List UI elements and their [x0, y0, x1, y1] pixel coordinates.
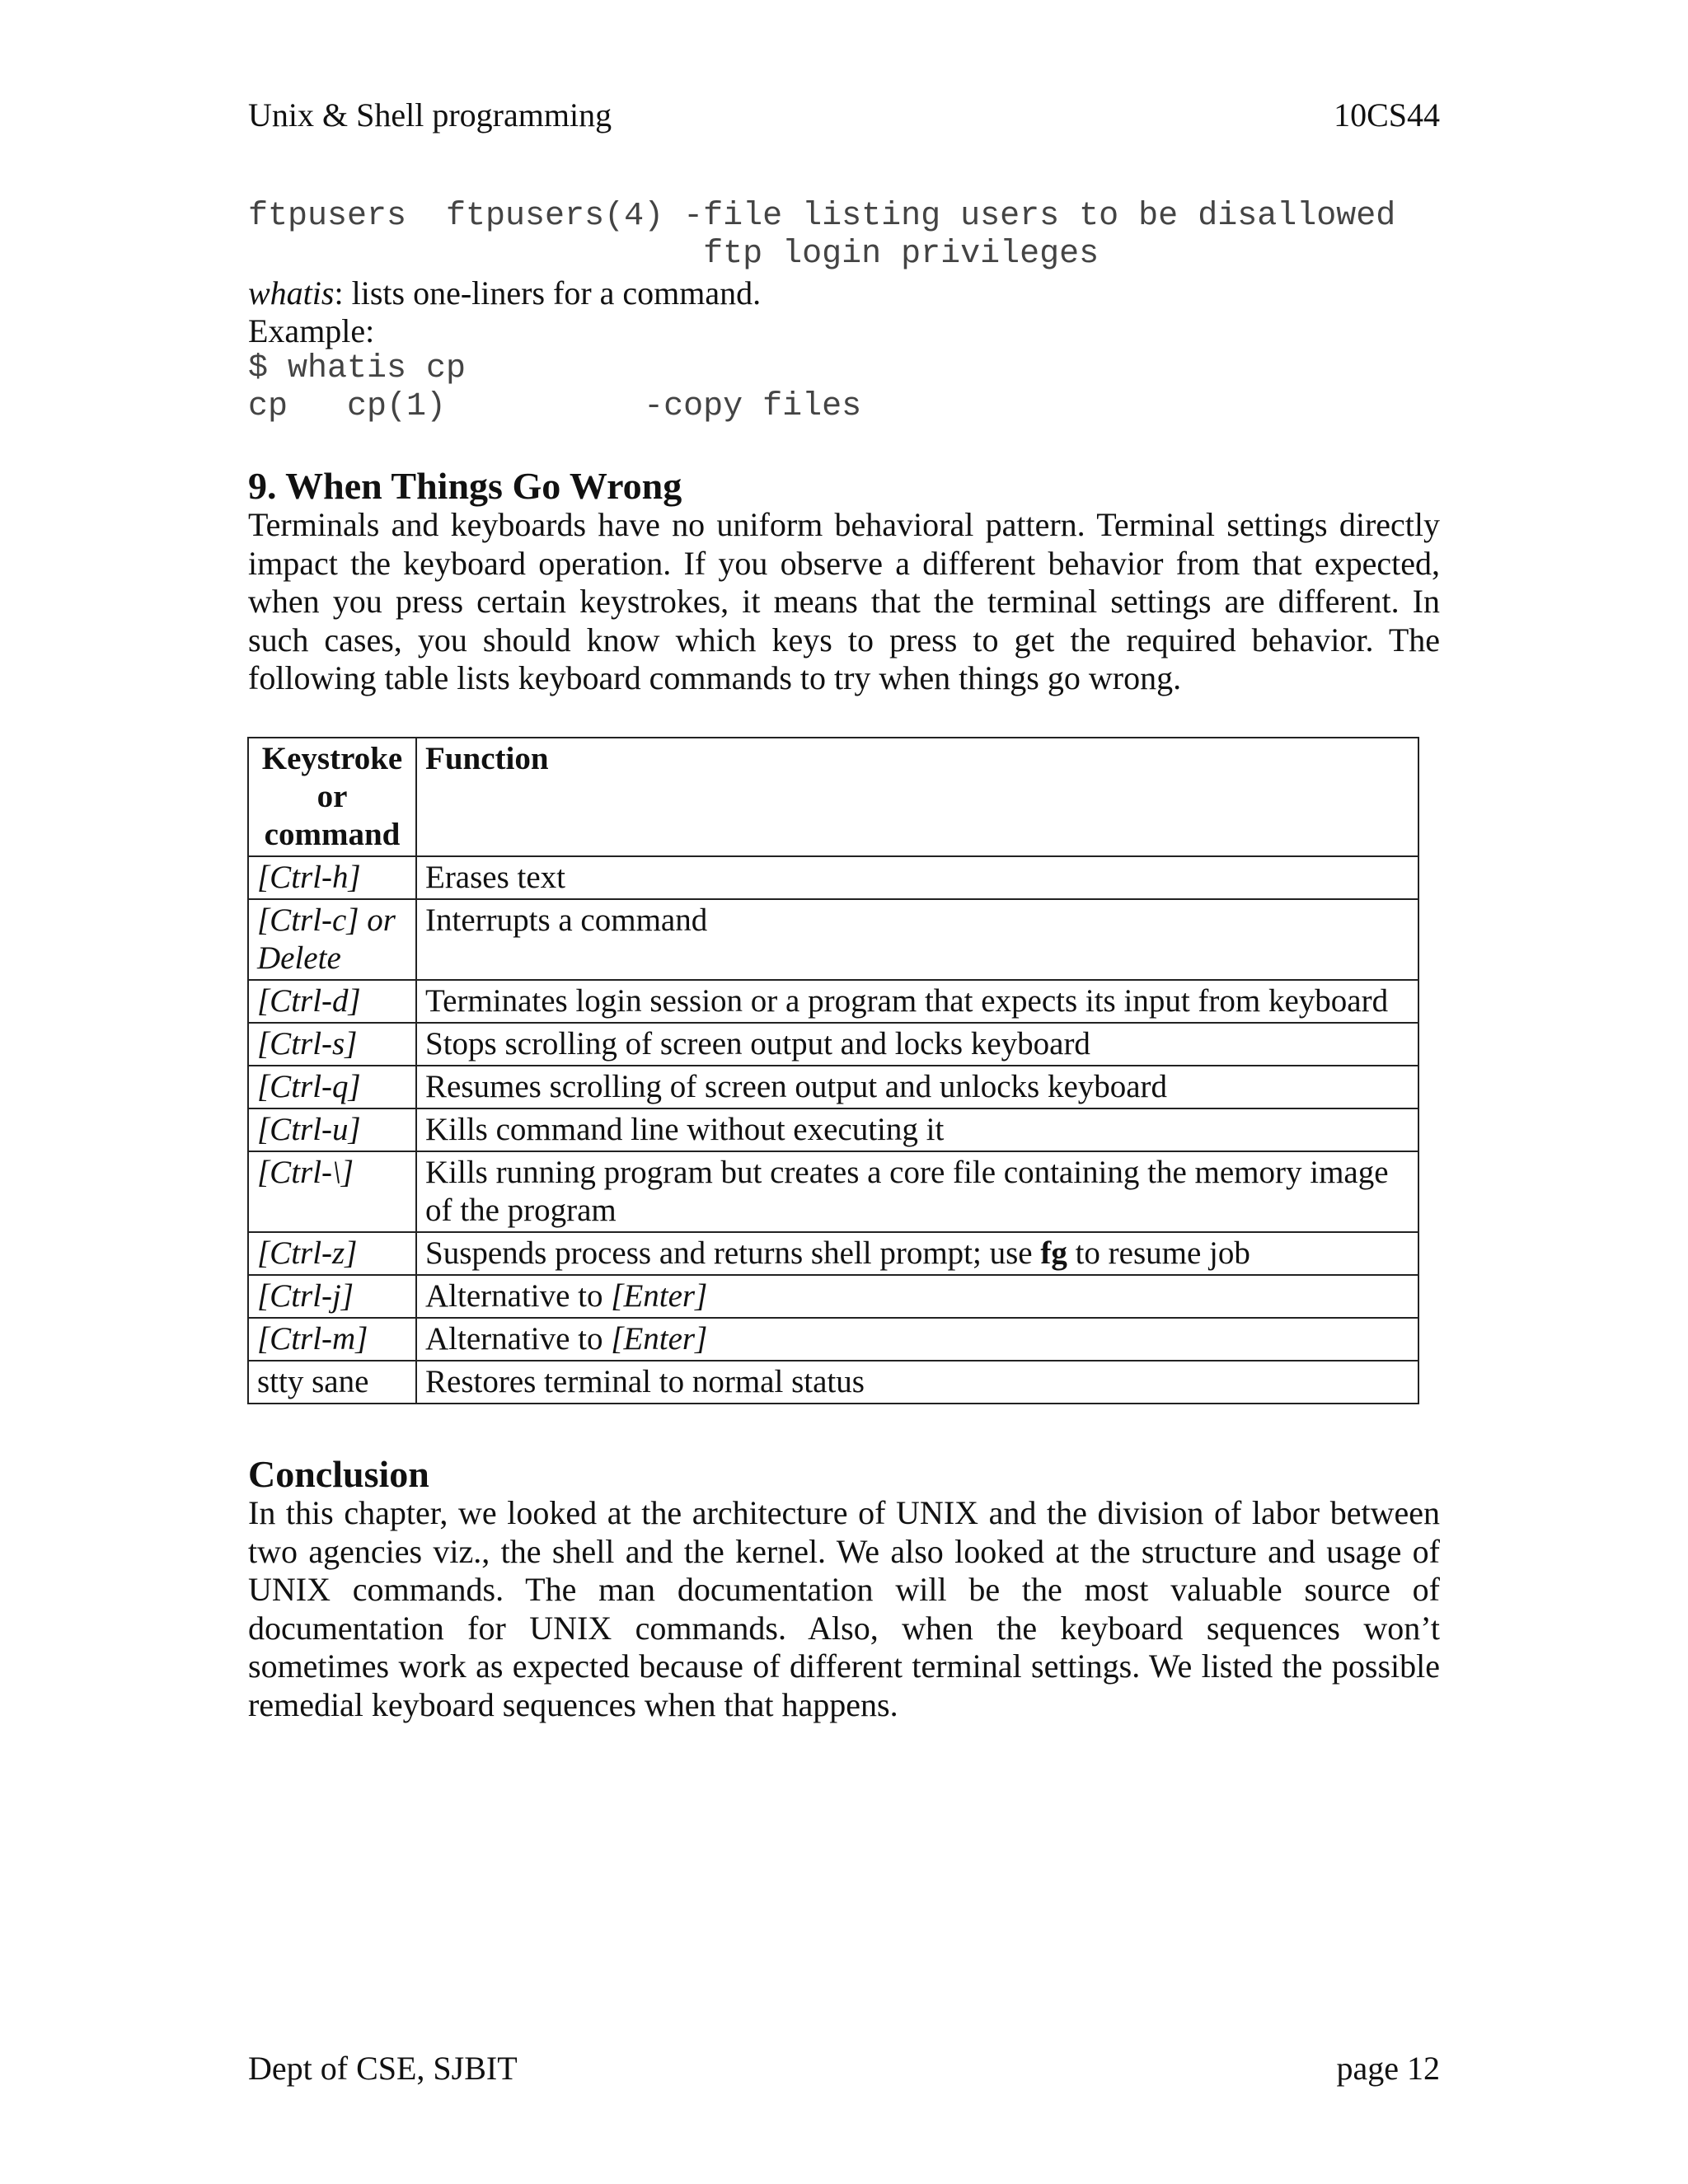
table-header-row: [248, 738, 1418, 856]
key-cell: [Ctrl-q]: [248, 1066, 416, 1108]
key-cell: [Ctrl-c] or Delete: [248, 899, 416, 980]
key-cell: [Ctrl-j]: [248, 1275, 416, 1318]
function-cell: Stops scrolling of screen output and locks keyboard: [416, 1023, 1418, 1066]
whatis-term: whatis: [248, 274, 335, 312]
page-footer: [248, 2049, 1440, 2088]
function-text: Alternative to: [425, 1278, 612, 1314]
header-function: Function: [416, 738, 1418, 856]
table-row: [248, 856, 1418, 899]
table-row: [248, 1108, 1418, 1151]
key-cell: [Ctrl-m]: [248, 1318, 416, 1361]
table-row: [248, 1275, 1418, 1318]
table-row: [248, 1232, 1418, 1275]
code-line: ftpusers ftpusers(4) -file listing users to be disallowed: [248, 198, 1396, 235]
table-row: [248, 1318, 1418, 1361]
table-row: [248, 1023, 1418, 1066]
function-cell: Interrupts a command: [416, 899, 1418, 980]
keyboard-commands-table: [247, 737, 1419, 1404]
key-cell: [Ctrl-u]: [248, 1108, 416, 1151]
section-heading: 9. When Things Go Wrong: [248, 465, 682, 507]
whatis-desc: : lists one-liners for a command.: [334, 274, 762, 312]
code-block-ftpusers: [248, 198, 1395, 274]
function-text: to resume job: [1067, 1235, 1250, 1271]
table-row: [248, 1361, 1418, 1404]
header-title: Unix & Shell programming: [248, 96, 612, 134]
conclusion-heading: Conclusion: [248, 1453, 429, 1495]
key-cell: stty sane: [248, 1361, 416, 1404]
function-cell: [416, 1232, 1418, 1275]
code-line: cp cp(1) -copy files: [248, 388, 862, 425]
function-cell: Erases text: [416, 856, 1418, 899]
function-cell: Resumes scrolling of screen output and unlocks keyboard: [416, 1066, 1418, 1108]
conclusion-paragraph: In this chapter, we looked at the architecture of UNIX and the division of labor between two agencies viz., the shell and the kernel. We also looked at the structure and usage of UNIX commands. The man documentation will be the most valuable source of documentation for UNIX commands. Also, when the keyboard sequences won’t sometimes work as expected because of different terminal settings. We listed the possible remedial keyboard sequences when that happens.: [248, 1494, 1440, 1723]
whatis-line: [248, 274, 761, 312]
page-number: page 12: [1336, 2050, 1440, 2087]
function-text: Alternative to: [425, 1321, 612, 1357]
function-cell: Kills command line without executing it: [416, 1108, 1418, 1151]
table-row: [248, 1066, 1418, 1108]
code-line: ftp login privileges: [248, 236, 1100, 273]
function-cell: [416, 1275, 1418, 1318]
header-course-code: 10CS44: [1334, 96, 1440, 134]
function-cell: Kills running program but creates a core file containing the memory image of the program: [416, 1151, 1418, 1232]
function-cell: Terminates login session or a program that expects its input from keyboard: [416, 980, 1418, 1023]
code-block-whatis: [248, 350, 861, 426]
table-row: [248, 1151, 1418, 1232]
fg-command: fg: [1040, 1235, 1067, 1271]
key-cell: [Ctrl-d]: [248, 980, 416, 1023]
page-header: [248, 96, 1440, 134]
header-keystroke: Keystroke or command: [248, 738, 416, 856]
function-text: Suspends process and returns shell prompt; use: [425, 1235, 1041, 1271]
table-row: [248, 899, 1418, 980]
key-cell: [Ctrl-z]: [248, 1232, 416, 1275]
function-cell: [416, 1318, 1418, 1361]
code-line: $ whatis cp: [248, 350, 467, 387]
footer-dept: Dept of CSE, SJBIT: [248, 2050, 518, 2087]
function-cell: Restores terminal to normal status: [416, 1361, 1418, 1404]
key-cell: [Ctrl-s]: [248, 1023, 416, 1066]
key-cell: [Ctrl-\]: [248, 1151, 416, 1232]
section-paragraph: Terminals and keyboards have no uniform behavioral pattern. Terminal settings directly impact the keyboard operation. If you observe a different behavior from that expected, when you press certain keystrokes, it means that the terminal settings are different. In such cases, you should know which keys to press to get the required behavior. The following table lists keyboard commands to try when things go wrong.: [248, 506, 1440, 696]
table-row: [248, 980, 1418, 1023]
enter-key: [Enter]: [611, 1278, 708, 1314]
enter-key: [Enter]: [611, 1321, 708, 1357]
example-label: Example:: [248, 312, 375, 349]
key-cell: [Ctrl-h]: [248, 856, 416, 899]
